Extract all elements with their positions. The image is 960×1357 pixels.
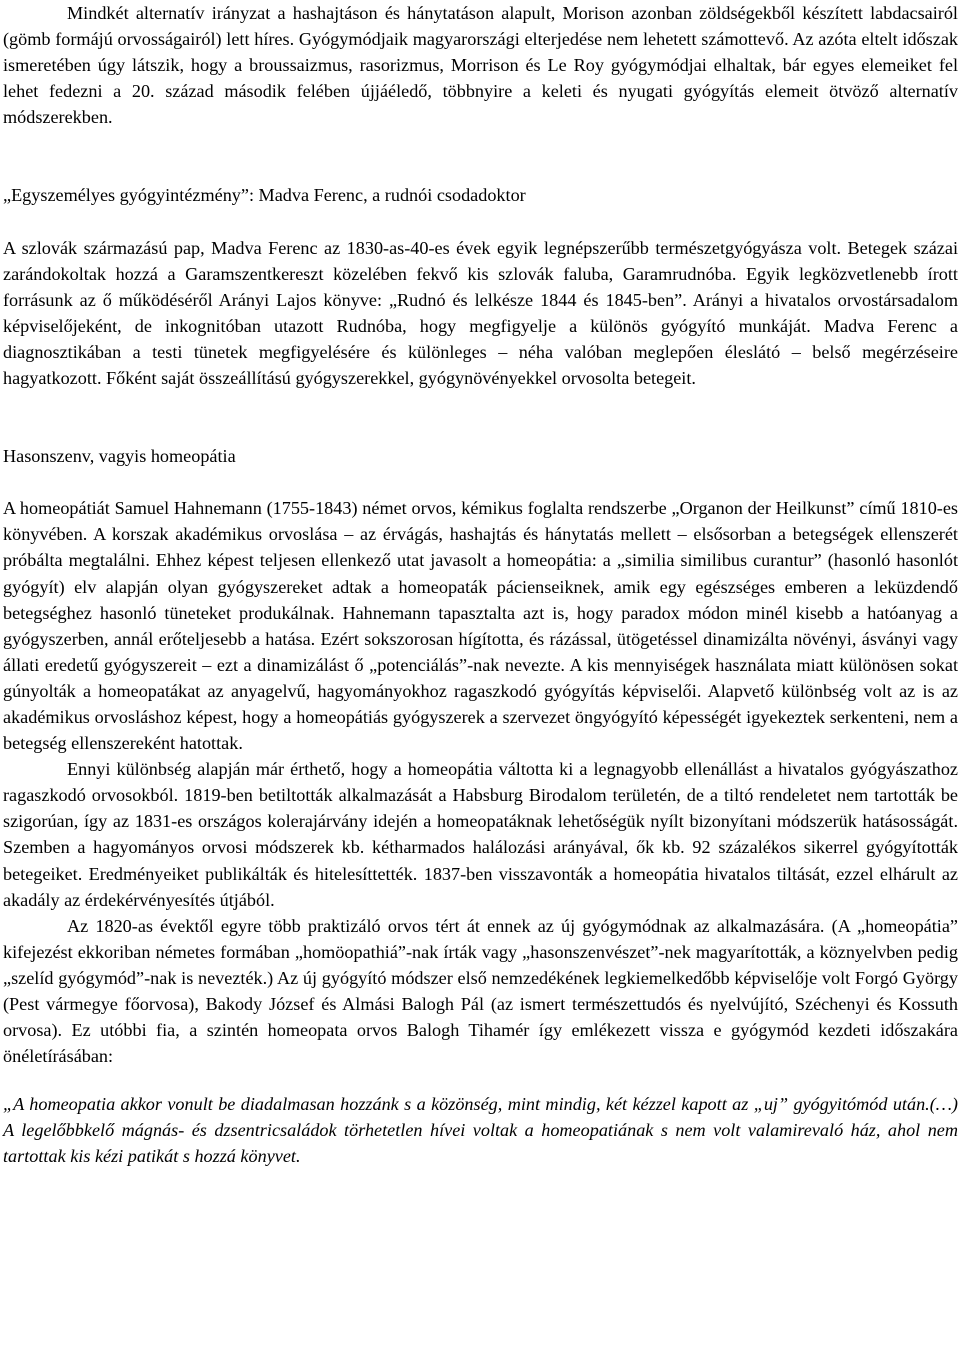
madva-heading: „Egyszemélyes gyógyintézmény”: Madva Ferenc, a rudnói csodadoktor: [3, 185, 526, 206]
section-spacer: [3, 391, 958, 443]
section-spacer: [3, 130, 958, 182]
intro-paragraph: Mindkét alternatív irányzat a hashajtáson és hánytatáson alapult, Morison azonban zöldségekből készített labdacsairól (gömb formájú orvosságairól) lett híres. Gyógymódjaik magyarországi elterjedése nem lehetett számottevő. Az azóta eltelt időszak ismeretében úgy látszik, hogy a broussaizmus, rasorizmus, Morrison és Le Roy gyógymódjai elhaltak, bár egyes elemeiket fel lehet fedezni a 20. század második felében újjáéledő, többnyire a keleti és nyugati gyógyítás elemeit ötvöző alternatív módszerekben.: [3, 3, 958, 128]
homeopathy-heading: Hasonszenv, vagyis homeopátia: [3, 446, 236, 467]
madva-paragraph: A szlovák származású pap, Madva Ferenc az 1830-as-40-es évek egyik legnépszerűbb természetgyógyásza volt. Betegek százai zarándokoltak hozzá a Garamszentkereszt közelében fekvő kis szlovák faluba, Garamrudnóba. Egyik legközvetlenebb írott forrásunk az ő működéséről Arányi Lajos könyve: „Rudnó és lelkésze 1844 és 1845-ben”. Arányi a hivatalos orvostársadalom képviselőjeként, de inkognitóban utazott Rudnóba, hogy megfigyelje a különös gyógyító munkáját. Madva Ferenc a diagnosztikában a testi tünetek megfigyelésére és különleges – néha valóban meglepően éleslátó – belső megérzéseire hagyatkozott. Főként saját összeállítású gyógyszerekkel, gyógynövényekkel orvosolta betegeit.: [3, 237, 958, 389]
homeopathy-paragraph-2: Ennyi különbség alapján már érthető, hogy a homeopátia váltotta ki a legnagyobb ellenállást a hivatalos gyógyászathoz ragaszkodó orvosokból. 1819-ben betiltották alkalmazását a Habsburg Birodalom területén, de a tiltó rendeletet nem tartották be szigorúan, így az 1831-es országos kolerajárvány idején a homeopatáknak lehetőségük nyílt bizonyítani módszerük hatásosságát. Szemben a hagyományos orvosi módszerek kb. kétharmados halálozási arányával, ők kb. 92 százalékos sikerrel gyógyították betegeiket. Eredményeiket publikálták és hitelesíttették. 1837-ben visszavonták a homeopátia hivatalos tiltását, ezzel elhárult az akadály az érdekérvényesítés útjából.: [3, 759, 958, 910]
heading-spacer: [3, 209, 958, 235]
quote-spacer: [3, 1069, 958, 1091]
heading-spacer: [3, 469, 958, 495]
homeopathy-paragraph-3: Az 1820-as évektől egyre több praktizáló orvos tért át ennek az új gyógymódnak az alkalmazására. (A „homeopátia” kifejezést ekkoriban németes formában „homöopathiá”-nak írták vagy „hasonszenvészet”-nek magyarították, a köznyelvben pedig „szelíd gyógymód”-nak is nevezték.) Az új gyógyító módszer első nemzedékének legkiemelkedőbb képviselője volt Forgó György (Pest vármegye főorvosa), Bakody József és Almási Balogh Pál (az ismert természettudós és nyelvújító, Széchenyi és Kossuth orvosa). Ez utóbbi fia, a szintén homeopata orvos Balogh Tihamér így emlékezett vissza e gyógymód kezdeti időszakára önéletírásában:: [3, 915, 958, 1067]
memoir-quote: „A homeopatia akkor vonult be diadalmasan hozzánk s a közönség, mint mindig, két kézzel kapott az „uj” gyógyitómód után.(…) A legelőbbkelő mágnás- és dzsentricsaládok törhetetlen hívei voltak a homeopatiának s nem volt valamirevaló ház, ahol nem tartottak kis kézi patikát s hozzá könyvet.: [3, 1094, 958, 1167]
homeopathy-paragraph-1: A homeopátiát Samuel Hahnemann (1755-1843) német orvos, kémikus foglalta rendszerbe „Organon der Heilkunst” című 1810-es könyvében. A korszak akadémikus orvoslása – az érvágás, hashajtás és hánytatás mellett – elsősorban a betegségek ellenszerét próbálta megtalálni. Ehhez képest teljesen ellenkező utat javasolt a homeopátia: a „similia similibus curantur” (hasonló hasonlót gyógyít) elv alapján olyan gyógyszereket adtak a homeopaták pácienseiknek, amik egy egészséges emberen a leküzdendő betegséghez hasonló tüneteket produkálnak. Hahnemann tapasztalta azt is, hogy paradox módon minél kisebb a hatóanyag a gyógyszerben, annál erőteljesebb a hatása. Ezért sokszorosan hígította, és rázással, ütögetéssel dinamizálta növényi, ásványi vagy állati eredetű gyógyszereit – ezt a dinamizálást ő „potenciálás”-nak nevezte. A kis mennyiségek használata miatt különösen sokat gúnyolták a homeopatákat az anyagelvű, hagyományokhoz ragaszkodó gyógyítás képviselői. Alapvető különbség volt az is az akadémikus orvosláshoz képest, hogy a homeopátiás gyógyszerek a szervezet öngyógyító képességét igyekeztek serkenteni, nem a betegség ellenszereként hatottak.: [3, 498, 958, 754]
